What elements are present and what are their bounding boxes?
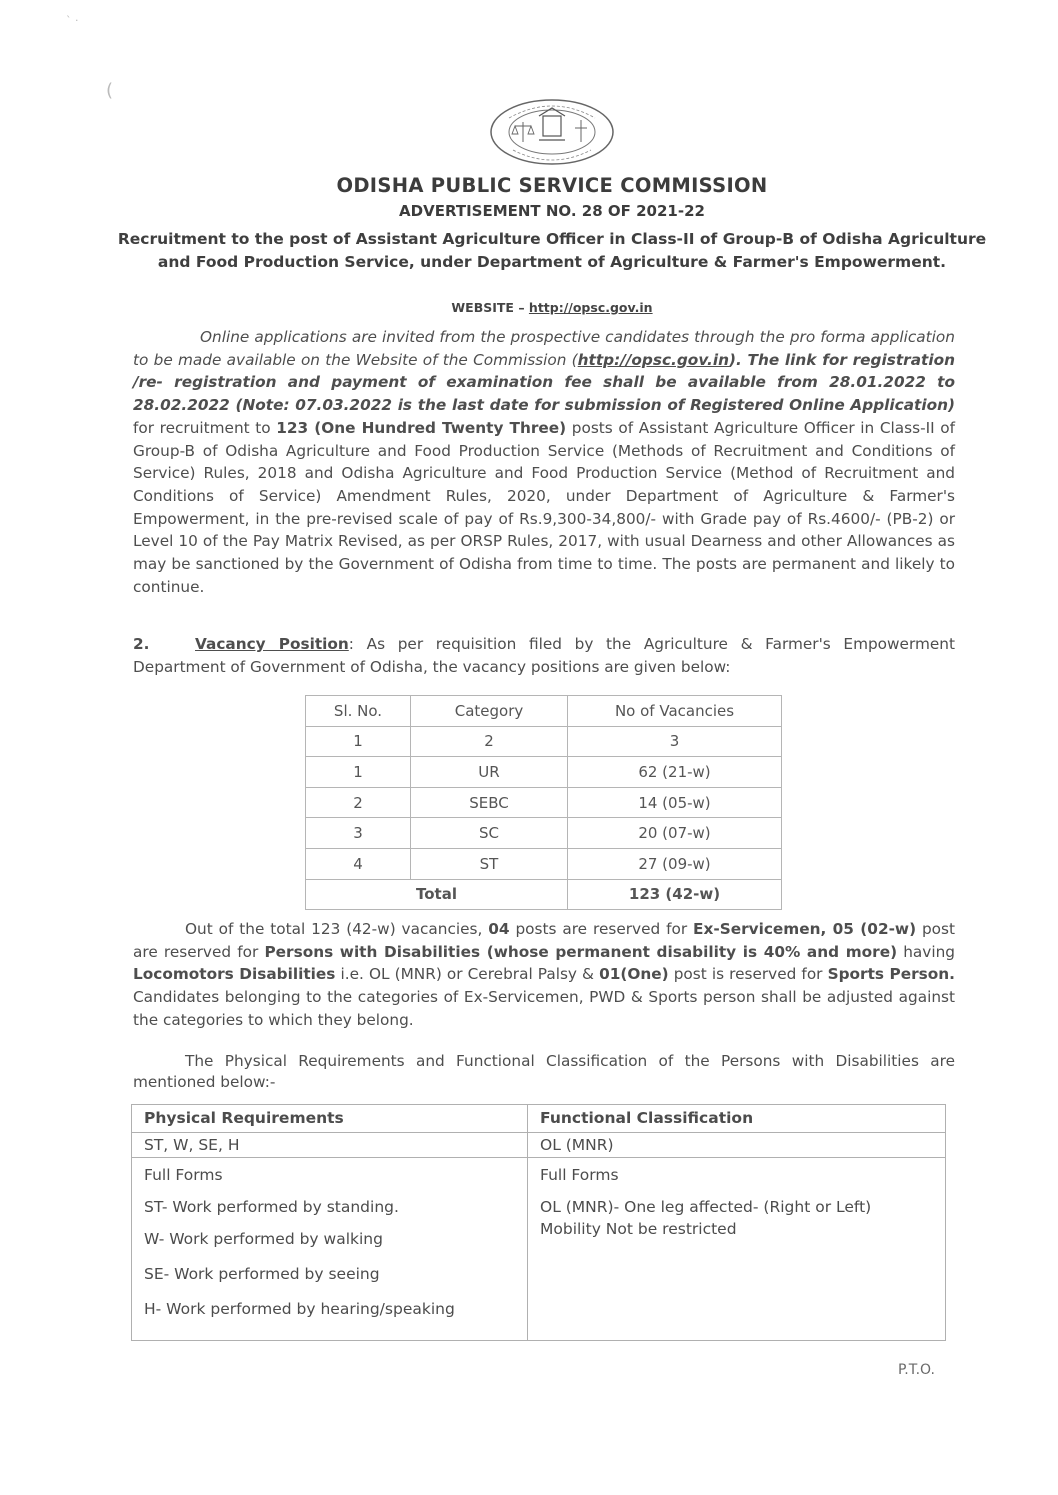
intro-paragraph (133, 326, 955, 598)
functional-full-forms (528, 1158, 946, 1341)
commission-seal-icon (489, 98, 615, 166)
reservation-bold: Sports Person. (827, 965, 955, 984)
list-item: ST- Work performed by standing. (144, 1198, 399, 1216)
reservation-text: post is reserved for (668, 965, 828, 984)
total-label: Total (306, 879, 568, 910)
physical-full-forms (132, 1158, 528, 1341)
reservation-text: Candidates belonging to the categories of Ex-Servicemen, PWD & Sports person shall be adjusted against the categories to which they belong. (133, 988, 955, 1029)
intro-text-4: posts of Assistant Agriculture Officer in Class-II of Group-B of Odisha Agriculture and Food Production Service (Methods of Recruitment and Conditions of Service) Rules, 2018 and Odisha Agriculture and Food Production Service (Method of Recruitment and Conditions of Service) Amendment Rules, 2020, under Department of Agriculture & Farmer's Empowerment, in the pre-revised scale of pay of Rs.9,300-34,800/- with Grade pay of Rs.4600/- (PB-2) or Level 10 of the Pay Matrix Revised, as per ORSP Rules, 2017, with usual Dearness and other Allowances as may be sanctioned by the Government of Odisha from time to time. The posts are permanent and likely to continue. (133, 418, 955, 596)
reservation-bold: Ex-Servicemen, 05 (02-w) (693, 920, 917, 938)
table-row (306, 848, 782, 879)
functional-codes: OL (MNR) (528, 1133, 946, 1158)
cell-vacancies: 14 (05-w) (568, 787, 782, 818)
list-item: OL (MNR)- One leg affected- (Right or Left) (540, 1198, 872, 1216)
header-category: Category (411, 696, 568, 727)
reservation-bold: Persons with Disabilities (whose permanent disability is 40% and more) (264, 942, 898, 961)
cell-category: SC (411, 818, 568, 849)
table-row (306, 787, 782, 818)
table-row (306, 757, 782, 788)
intro-text-1: Online applications are invited from the prospective candidates through the pro forma application to be made available on the Website of the Commission ( (133, 328, 955, 369)
vacancy-table (305, 695, 782, 910)
reservation-paragraph (133, 918, 955, 1032)
physical-codes: ST, W, SE, H (132, 1133, 528, 1158)
full-forms-label: Full Forms (540, 1166, 619, 1184)
page-turn-note: P.T.O. (898, 1362, 935, 1378)
cell-category: ST (411, 848, 568, 879)
section-heading: Vacancy Position (195, 635, 349, 653)
table-header-row (306, 696, 782, 727)
reservation-bold: Locomotors Disabilities (133, 965, 336, 984)
cell-sl-no: 4 (306, 848, 411, 879)
reservation-text: Out of the total 123 (42-w) vacancies, (185, 920, 489, 938)
reservation-text: i.e. OL (MNR) or Cerebral Palsy & (335, 965, 600, 984)
column-number: 1 (306, 726, 411, 757)
cell-vacancies: 20 (07-w) (568, 818, 782, 849)
cell-vacancies: 62 (21-w) (568, 757, 782, 788)
column-number: 3 (568, 726, 782, 757)
column-number: 2 (411, 726, 568, 757)
total-value: 123 (42-w) (568, 879, 782, 910)
reservation-text: posts are reserved for (509, 920, 694, 938)
cell-sl-no: 2 (306, 787, 411, 818)
advertisement-number: ADVERTISEMENT NO. 28 OF 2021-22 (399, 202, 705, 220)
scan-speck: ` · (66, 14, 79, 27)
header-vacancies: No of Vacancies (568, 696, 782, 727)
registration-dates-notice: The link for registration /re- registration and payment of examination fee shall be available from 28.01.2022 to 28.02.2022 (Note: 07.03.2022 is the last date for submission of Registered Online Application) (133, 350, 955, 415)
total-row (306, 879, 782, 910)
reservation-bold: 04 (488, 920, 510, 938)
section-number: 2. (133, 635, 150, 653)
cell-category: UR (411, 757, 568, 788)
cell-category: SEBC (411, 787, 568, 818)
posts-count: 123 (One Hundred Twenty Three) (276, 418, 567, 437)
table-header-row (132, 1105, 946, 1133)
header-physical-requirements: Physical Requirements (132, 1105, 528, 1133)
codes-row (132, 1133, 946, 1158)
reservation-text: having (897, 942, 956, 961)
recruitment-subject: Recruitment to the post of Assistant Agriculture Officer in Class-II of Group-B of Odisha Agriculture and Food Production Service, under Department of Agriculture & Farmer's Empowerment. (117, 230, 987, 271)
scan-speck: ( (106, 80, 114, 101)
cell-vacancies: 27 (09-w) (568, 848, 782, 879)
website-label: WEBSITE – (451, 300, 529, 315)
table-row (306, 818, 782, 849)
website-link[interactable]: http://opsc.gov.in (528, 300, 653, 315)
list-item: W- Work performed by walking (144, 1230, 383, 1248)
reservation-text: post are reserved for (133, 920, 955, 961)
intro-website-link[interactable]: http://opsc.gov.in (577, 350, 729, 369)
physical-requirements-table (131, 1104, 946, 1341)
full-forms-label: Full Forms (144, 1166, 223, 1184)
cell-sl-no: 1 (306, 757, 411, 788)
vacancy-position-section (133, 633, 955, 678)
organization-title: ODISHA PUBLIC SERVICE COMMISSION (336, 174, 768, 197)
section-text: : As per requisition filed by the Agriculture & Farmer's Empowerment Department of Government of Odisha, the vacancy positions are given below: (133, 635, 955, 676)
reservation-bold: 01(One) (599, 965, 669, 984)
list-item: Mobility Not be restricted (540, 1220, 737, 1238)
website-line (110, 300, 994, 315)
list-item: SE- Work performed by seeing (144, 1265, 380, 1283)
full-forms-row (132, 1158, 946, 1341)
physical-requirements-intro: The Physical Requirements and Functional Classification of the Persons with Disabilities are mentioned below:- (133, 1052, 955, 1091)
cell-sl-no: 3 (306, 818, 411, 849)
intro-text-3: for recruitment to (133, 418, 277, 437)
column-number-row (306, 726, 782, 757)
intro-text-2: ). (728, 350, 748, 369)
header-functional-classification: Functional Classification (528, 1105, 946, 1133)
list-item: H- Work performed by hearing/speaking (144, 1300, 455, 1318)
header-sl-no: Sl. No. (306, 696, 411, 727)
